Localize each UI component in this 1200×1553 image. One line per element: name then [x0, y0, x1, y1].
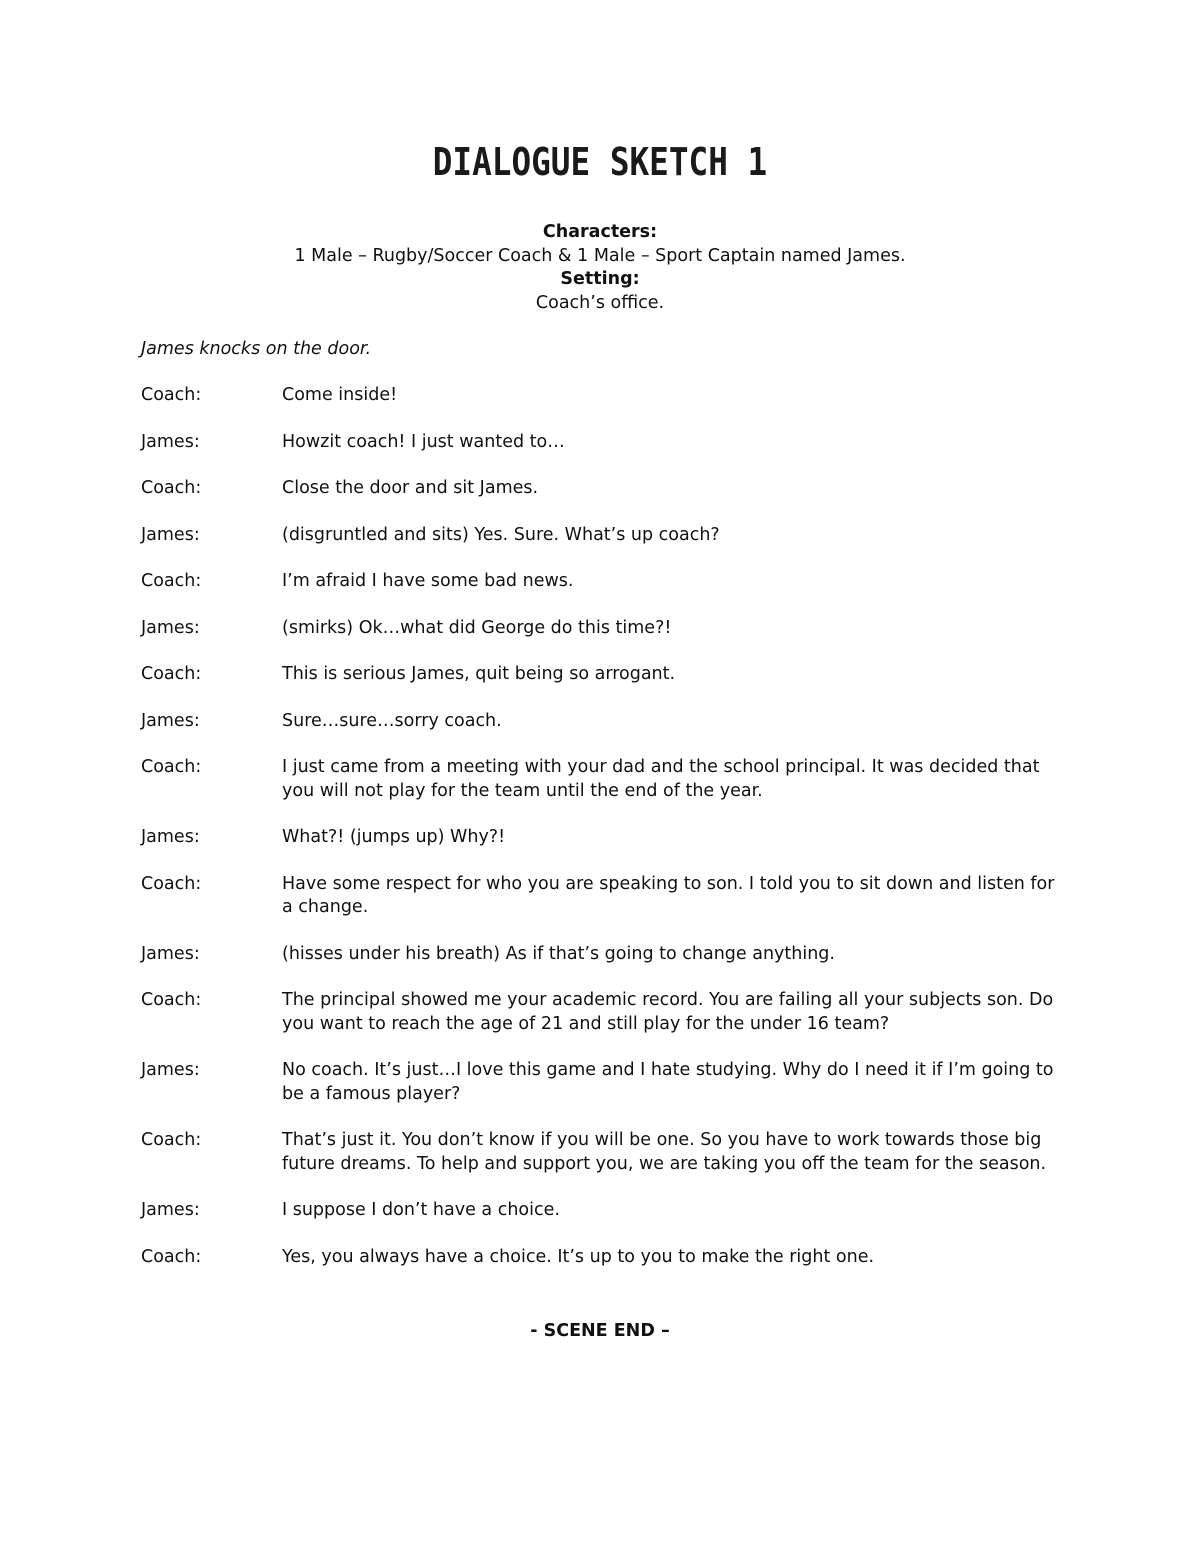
- dialogue-line: [141, 756, 1056, 803]
- setting-label: Setting:: [560, 269, 640, 289]
- speech-text: (smirks) Ok…what did George do this time?!: [282, 617, 672, 638]
- dialogue-line: [141, 826, 1056, 850]
- speech-text: Come inside!: [282, 385, 398, 405]
- speech-text: No coach. It’s just…I love this game and I hate studying. Why do I need it if I’m going to be a famous player?: [282, 1060, 1054, 1104]
- speaker-name: James:: [141, 431, 200, 452]
- speaker-name: Coach:: [141, 990, 202, 1010]
- speaker-name: James:: [141, 524, 200, 545]
- speech-text: I just came from a meeting with your dad and the school principal. It was decided that you will not play for the team until the end of the year.: [282, 757, 1040, 801]
- dialogue-line: [141, 431, 1056, 455]
- speech-text: What?! (jumps up) Why?!: [282, 827, 506, 847]
- speaker-name: James:: [141, 943, 200, 964]
- speaker-name: Coach:: [141, 873, 202, 894]
- characters-text: 1 Male – Rugby/Soccer Coach & 1 Male – Sport Captain named James.: [294, 245, 906, 266]
- speech-text: This is serious James, quit being so arrogant.: [282, 664, 676, 684]
- dialogue-line: [141, 524, 1056, 548]
- dialogue-script: [141, 384, 1056, 1292]
- speech-text: I’m afraid I have some bad news.: [282, 571, 574, 591]
- speaker-name: James:: [141, 617, 200, 638]
- speech-text: Have some respect for who you are speaking to son. I told you to sit down and listen for a change.: [282, 873, 1055, 917]
- cast-and-setting: [0, 221, 1200, 315]
- setting-text: Coach’s office.: [535, 292, 665, 313]
- dialogue-line: [141, 570, 1056, 594]
- speaker-name: James:: [141, 1200, 200, 1220]
- dialogue-line: [141, 1129, 1056, 1176]
- speech-text: The principal showed me your academic record. You are failing all your subjects son. Do you want to reach the age of 21 and still play for the under 16 team?: [282, 990, 1054, 1034]
- dialogue-line: [141, 477, 1056, 501]
- speaker-name: Coach:: [141, 757, 202, 777]
- speaker-name: James:: [141, 1060, 200, 1080]
- dialogue-line: [141, 663, 1056, 687]
- speech-text: (hisses under his breath) As if that’s going to change anything.: [282, 943, 835, 964]
- speaker-name: Coach:: [141, 664, 202, 684]
- document-title: DIALOGUE SKETCH 1: [432, 140, 768, 184]
- speech-text: I suppose I don’t have a choice.: [282, 1200, 560, 1220]
- speaker-name: Coach:: [141, 478, 202, 498]
- speech-text: Howzit coach! I just wanted to…: [282, 431, 565, 452]
- dialogue-line: [141, 873, 1056, 920]
- speech-text: Yes, you always have a choice. It’s up to you to make the right one.: [282, 1246, 875, 1267]
- dialogue-line: [141, 1246, 1056, 1270]
- dialogue-line: [141, 1199, 1056, 1223]
- speaker-name: James:: [141, 827, 200, 847]
- speaker-name: Coach:: [141, 1130, 202, 1150]
- speaker-name: Coach:: [141, 385, 202, 405]
- speaker-name: Coach:: [141, 1246, 202, 1267]
- stage-direction: James knocks on the door.: [141, 339, 372, 359]
- scene-end: - SCENE END –: [530, 1321, 670, 1341]
- dialogue-line: [141, 384, 1056, 408]
- speaker-name: Coach:: [141, 571, 202, 591]
- speech-text: That’s just it. You don’t know if you will be one. So you have to work towards those big future dreams. To help and support you, we are taking you off the team for the season.: [282, 1130, 1047, 1174]
- dialogue-line: [141, 989, 1056, 1036]
- characters-label: Characters:: [542, 222, 658, 242]
- dialogue-line: [141, 943, 1056, 967]
- dialogue-line: [141, 617, 1056, 641]
- dialogue-line: [141, 710, 1056, 734]
- dialogue-line: [141, 1059, 1056, 1106]
- speech-text: Sure…sure…sorry coach.: [282, 710, 502, 731]
- speech-text: (disgruntled and sits) Yes. Sure. What’s up coach?: [282, 524, 720, 545]
- speaker-name: James:: [141, 710, 200, 731]
- speech-text: Close the door and sit James.: [282, 478, 539, 498]
